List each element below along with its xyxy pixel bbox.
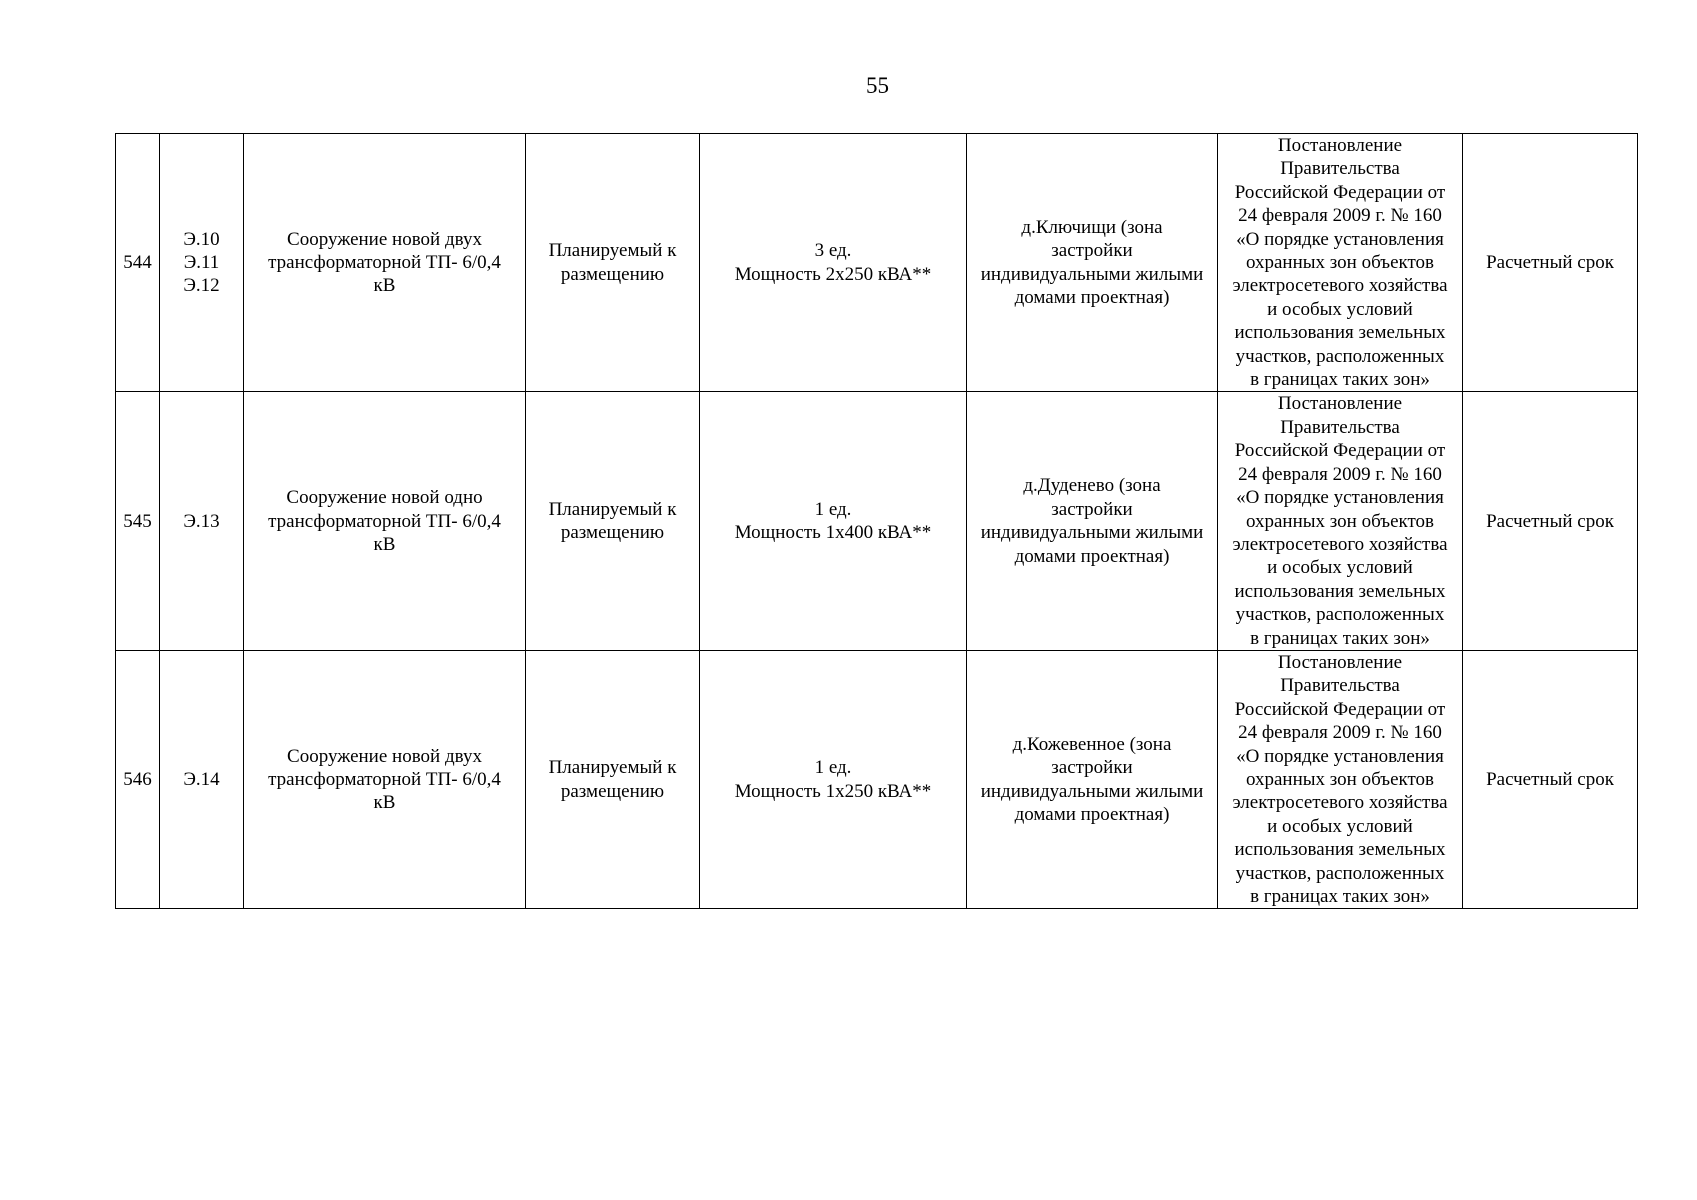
regulation-line: 24 февраля 2009 г. № 160 — [1238, 205, 1442, 227]
location-line: индивидуальными жилыми — [980, 263, 1204, 285]
table-row — [116, 134, 1638, 392]
code-line: Э.11 — [183, 252, 220, 274]
location-line: д.Кожевенное (зона — [1012, 733, 1172, 755]
regulation-line: «О порядке установления — [1236, 487, 1444, 509]
capacity-line: Мощность 1х400 кВА** — [734, 522, 932, 544]
object-line: трансформаторной ТП- 6/0,4 — [268, 252, 501, 274]
table-row — [116, 650, 1638, 908]
location-line: индивидуальными жилыми — [980, 780, 1204, 802]
object-cell — [244, 650, 526, 908]
code-line: Э.12 — [183, 275, 220, 297]
capacity-cell — [700, 650, 967, 908]
regulation-line: Российской Федерации от — [1234, 181, 1446, 203]
location-line: д.Ключищи (зона — [1021, 216, 1163, 238]
code-line: Э.14 — [183, 768, 220, 790]
code-cell — [160, 650, 244, 908]
regulation-line: использования земельных — [1234, 839, 1446, 861]
regulation-line: Правительства — [1280, 416, 1400, 438]
table-row — [116, 392, 1638, 650]
status-line: Планируемый к — [548, 240, 677, 262]
regulation-line: в границах таких зон» — [1250, 886, 1430, 907]
regulation-line: Правительства — [1280, 675, 1400, 697]
capacity-cell — [700, 134, 967, 392]
capacity-cell — [700, 392, 967, 650]
regulation-line: Постановление — [1277, 651, 1403, 673]
table-body — [116, 134, 1638, 909]
status-cell — [526, 134, 700, 392]
facilities-table — [115, 133, 1638, 909]
regulation-line: Правительства — [1280, 158, 1400, 180]
location-line: д.Дуденево (зона — [1023, 475, 1161, 497]
code-line: Э.13 — [183, 510, 220, 532]
regulation-line: «О порядке установления — [1236, 745, 1444, 767]
location-cell — [967, 392, 1218, 650]
object-line: Сооружение новой двух — [287, 228, 482, 250]
location-line: застройки — [1051, 498, 1133, 520]
regulation-line: и особых условий — [1267, 815, 1413, 837]
code-cell — [160, 392, 244, 650]
capacity-line: Мощность 2х250 кВА** — [734, 263, 932, 285]
location-cell — [967, 134, 1218, 392]
regulation-line: 24 февраля 2009 г. № 160 — [1238, 463, 1442, 485]
location-line: индивидуальными жилыми — [980, 522, 1204, 544]
regulation-line: «О порядке установления — [1236, 228, 1444, 250]
row-number-cell: 544 — [116, 134, 160, 392]
regulation-line: и особых условий — [1267, 557, 1413, 579]
regulation-line: Российской Федерации от — [1234, 440, 1446, 462]
term-cell: Расчетный срок — [1463, 392, 1638, 650]
status-line: размещению — [560, 522, 665, 544]
regulation-line: участков, расположенных — [1235, 862, 1445, 884]
status-cell — [526, 650, 700, 908]
page-number: 55 — [866, 73, 889, 98]
regulation-line: участков, расположенных — [1235, 345, 1445, 367]
regulation-line: 24 февраля 2009 г. № 160 — [1238, 722, 1442, 744]
regulation-line: охранных зон объектов — [1245, 252, 1435, 274]
regulation-line: использования земельных — [1234, 322, 1446, 344]
capacity-line: 1 ед. — [814, 757, 852, 779]
location-line: домами проектная) — [1014, 804, 1170, 826]
regulation-line: Российской Федерации от — [1234, 698, 1446, 720]
capacity-line: 3 ед. — [814, 240, 852, 262]
object-line: кВ — [373, 275, 396, 297]
regulation-line: Постановление — [1277, 135, 1403, 156]
object-line: трансформаторной ТП- 6/0,4 — [268, 768, 501, 790]
location-line: застройки — [1051, 757, 1133, 779]
regulation-line: в границах таких зон» — [1250, 369, 1430, 391]
regulation-cell — [1218, 650, 1463, 908]
object-line: Сооружение новой двух — [287, 745, 482, 767]
code-cell — [160, 134, 244, 392]
regulation-line: и особых условий — [1267, 298, 1413, 320]
object-line: трансформаторной ТП- 6/0,4 — [268, 510, 501, 532]
regulation-cell — [1218, 134, 1463, 392]
regulation-line: использования земельных — [1234, 580, 1446, 602]
regulation-line: Постановление — [1277, 393, 1403, 415]
location-line: домами проектная) — [1014, 287, 1170, 309]
status-cell — [526, 392, 700, 650]
regulation-line: электросетевого хозяйства — [1232, 792, 1448, 814]
regulation-line: охранных зон объектов — [1245, 768, 1435, 790]
capacity-line: 1 ед. — [814, 498, 852, 520]
location-line: застройки — [1051, 240, 1133, 262]
term-cell: Расчетный срок — [1463, 650, 1638, 908]
regulation-line: электросетевого хозяйства — [1232, 533, 1448, 555]
capacity-line: Мощность 1х250 кВА** — [734, 780, 932, 802]
location-line: домами проектная) — [1014, 545, 1170, 567]
regulation-line: в границах таких зон» — [1250, 627, 1430, 649]
row-number-cell: 546 — [116, 650, 160, 908]
regulation-line: участков, расположенных — [1235, 604, 1445, 626]
object-line: кВ — [373, 533, 396, 555]
regulation-cell — [1218, 392, 1463, 650]
status-line: Планируемый к — [548, 757, 677, 779]
location-cell — [967, 650, 1218, 908]
object-line: Сооружение новой одно — [286, 487, 483, 509]
term-cell: Расчетный срок — [1463, 134, 1638, 392]
status-line: Планируемый к — [548, 498, 677, 520]
object-line: кВ — [373, 792, 396, 814]
regulation-line: электросетевого хозяйства — [1232, 275, 1448, 297]
regulation-line: охранных зон объектов — [1245, 510, 1435, 532]
code-line: Э.10 — [183, 228, 220, 250]
status-line: размещению — [560, 780, 665, 802]
object-cell — [244, 392, 526, 650]
object-cell — [244, 134, 526, 392]
status-line: размещению — [560, 263, 665, 285]
row-number-cell: 545 — [116, 392, 160, 650]
